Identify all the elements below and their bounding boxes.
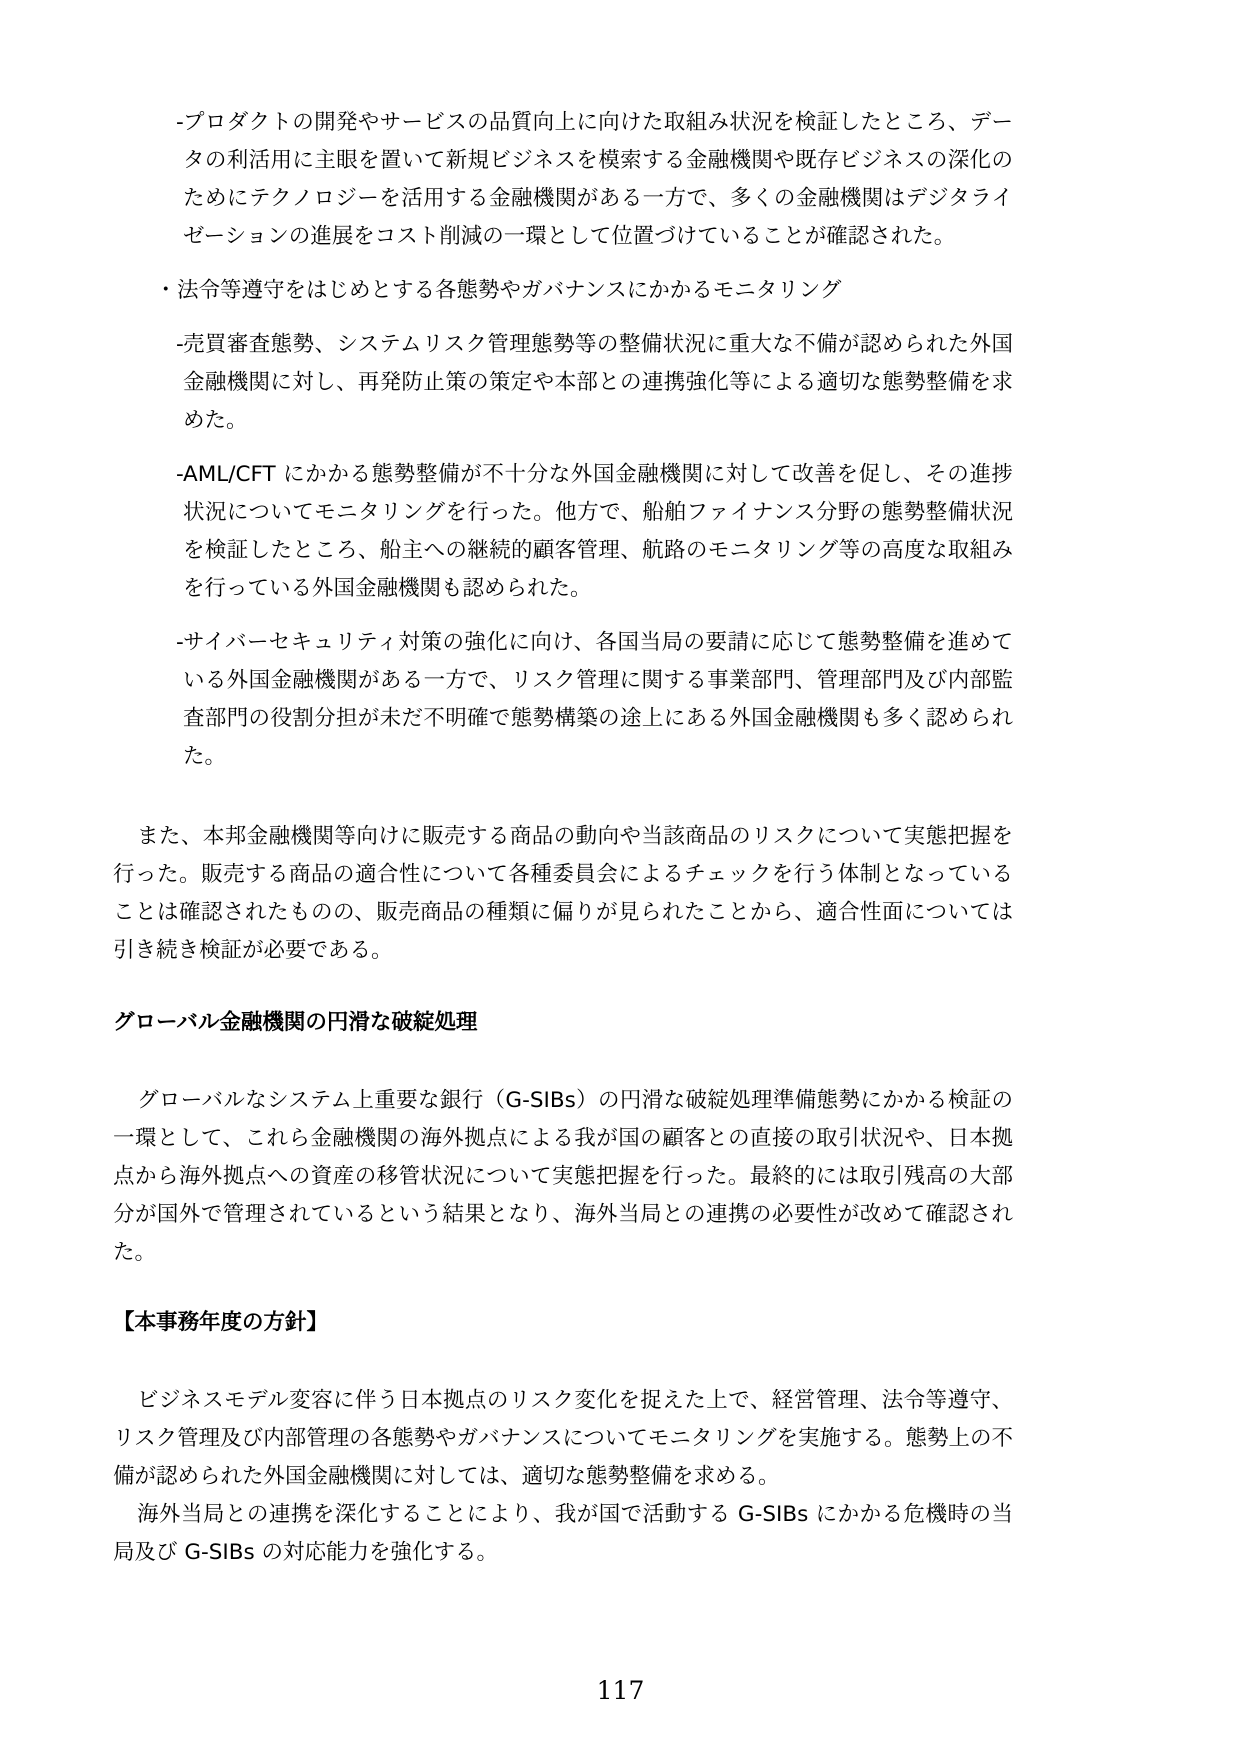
- paragraph-policy-monitoring: ビジネスモデル変容に伴う日本拠点のリスク変化を捉えた上で、経営管理、法令等遵守、リスク管理及び内部管理の各態勢やガバナンスについてモニタリングを実施する。態勢上の不備が認められた外国金融機関に対しては、適切な態勢整備を求める。: [113, 1388, 1013, 1489]
- list-item-text: プロダクトの開発やサービスの品質向上に向けた取組み状況を検証したところ、データの利活用に主眼を置いて新規ビジネスを模索する金融機関や既存ビジネスの深化のためにテクノロジーを活用する金融機関がある一方で、多くの金融機関はデジタライゼーションの進展をコスト削減の一環として位置づけていることが確認された。: [183, 110, 1013, 249]
- list-item-compliance-monitoring: [113, 272, 1013, 310]
- list-item-text: サイバーセキュリティ対策の強化に向け、各国当局の要請に応じて態勢整備を進めている外国金融機関がある一方で、リスク管理に関する事業部門、管理部門及び内部監査部門の役割分担が未だ不明確で態勢構築の途上にある外国金融機関も多く認められた。: [183, 630, 1013, 769]
- page-content: [113, 104, 1013, 1572]
- dash-bullet-marker: -: [176, 462, 184, 487]
- page-number: 117: [596, 1676, 645, 1705]
- paragraph-policy-cooperation: 海外当局との連携を深化することにより、我が国で活動する G-SIBs にかかる危機時の当局及び G-SIBs の対応能力を強化する。: [113, 1502, 1013, 1565]
- paragraph-sales-products: また、本邦金融機関等向けに販売する商品の動向や当該商品のリスクについて実態把握を行った。販売する商品の適合性について各種委員会によるチェックを行う体制となっていることは確認されたものの、販売商品の種類に偏りが見られたことから、適合性面については引き続き検証が必要である。: [113, 824, 1013, 963]
- list-item-product-development: [113, 104, 1013, 256]
- dash-bullet-marker: -: [176, 332, 184, 357]
- list-item-text: 売買審査態勢、システムリスク管理態勢等の整備状況に重大な不備が認められた外国金融機関に対し、再発防止策の策定や本部との連携強化等による適切な態勢整備を求めた。: [183, 332, 1013, 433]
- list-item-trade-screening: [113, 326, 1013, 440]
- list-item-cybersecurity: [113, 624, 1013, 776]
- paragraph-gsib-resolution: グローバルなシステム上重要な銀行（G-SIBs）の円滑な破綻処理準備態勢にかかる検証の一環として、これら金融機関の海外拠点による我が国の顧客との直接の取引状況や、日本拠点から海外拠点への資産の移管状況について実態把握を行った。最終的には取引残高の大部分が国外で管理されているという結果となり、海外当局との連携の必要性が改めて確認された。: [113, 1088, 1013, 1265]
- dash-bullet-marker: -: [176, 630, 184, 655]
- section-heading-gsib-resolution: グローバル金融機関の円滑な破綻処理: [113, 1010, 478, 1035]
- dash-bullet-marker: -: [176, 110, 184, 135]
- section-heading-current-year-policy: 【本事務年度の方針】: [113, 1310, 329, 1335]
- list-item-text: 法令等遵守をはじめとする各態勢やガバナンスにかかるモニタリング: [177, 278, 842, 303]
- dot-bullet-marker: ・: [155, 278, 177, 303]
- list-item-aml-cft: [113, 456, 1013, 608]
- list-item-text: AML/CFT にかかる態勢整備が不十分な外国金融機関に対して改善を促し、その進捗状況についてモニタリングを行った。他方で、船舶ファイナンス分野の態勢整備状況を検証したところ、船主への継続的顧客管理、航路のモニタリング等の高度な取組みを行っている外国金融機関も認められた。: [183, 462, 1013, 601]
